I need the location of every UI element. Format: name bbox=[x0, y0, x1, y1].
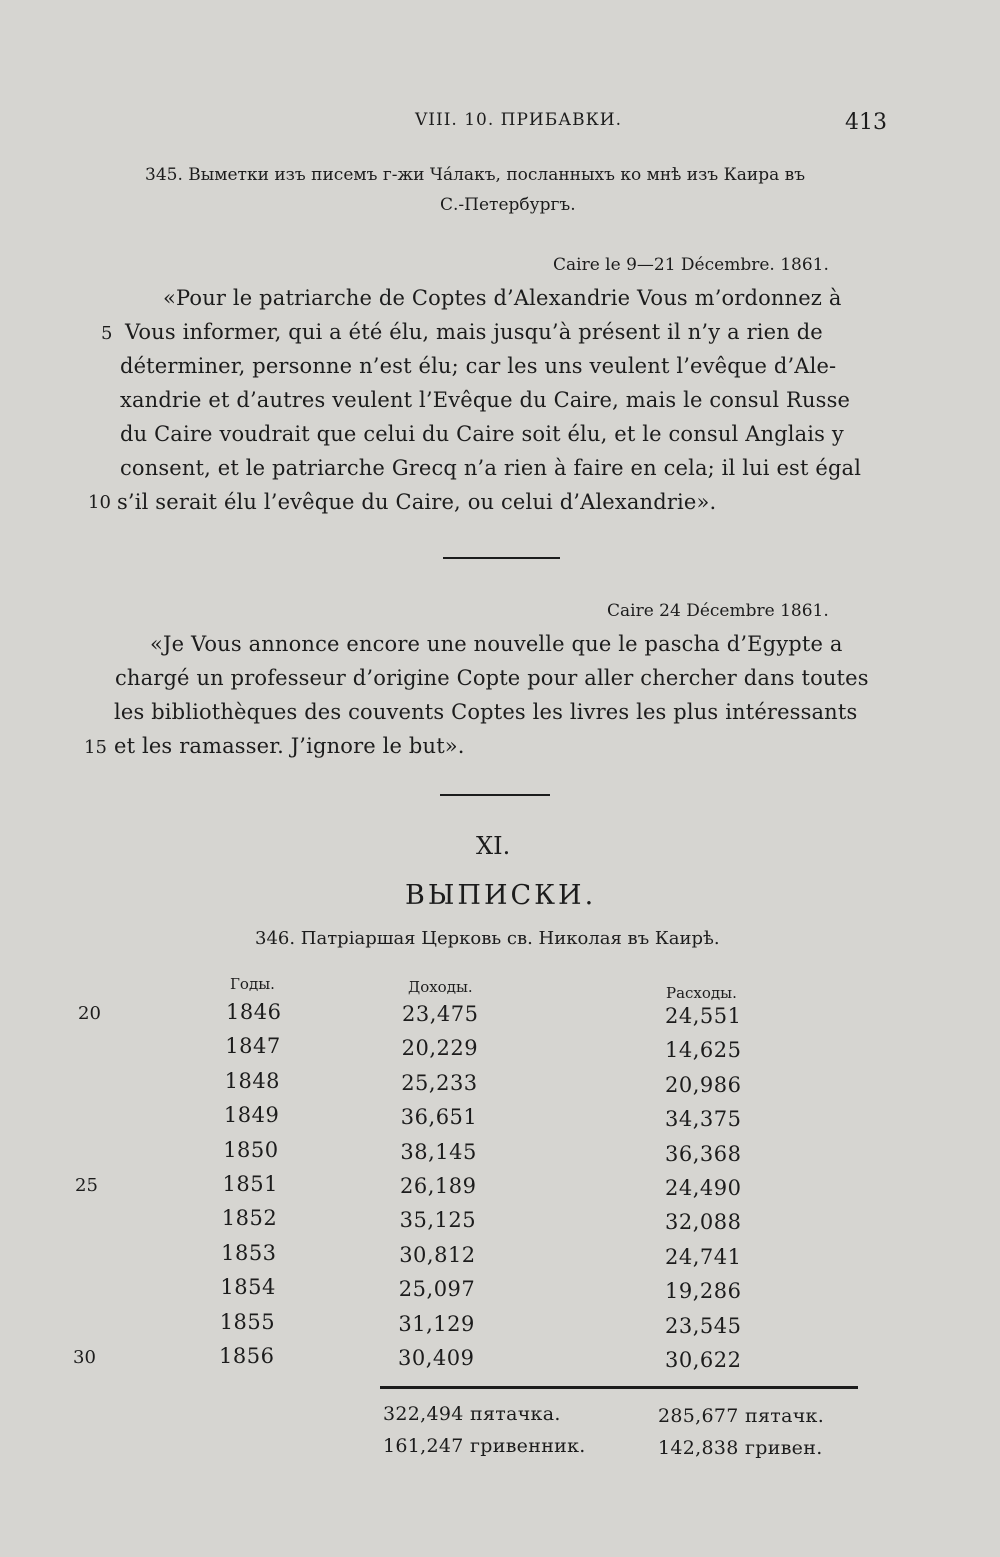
year-cell: 1855 bbox=[219, 1309, 276, 1334]
year-cell: 1849 bbox=[223, 1103, 280, 1128]
expense-cell: 34,375 bbox=[665, 1107, 742, 1132]
year-cell: 1851 bbox=[222, 1172, 278, 1196]
letter1-line: consent, et le patriarche Grecq n’a rien à faire en cela; il lui est égal bbox=[120, 456, 862, 480]
expense-cell: 23,545 bbox=[665, 1313, 742, 1338]
letter2-line: chargé un professeur d’origine Copte pour aller chercher dans toutes bbox=[115, 666, 869, 690]
income-cell: 25,233 bbox=[401, 1070, 478, 1095]
income-cell: 36,651 bbox=[400, 1105, 478, 1130]
section-345-heading-cont: С.-Петербургъ. bbox=[440, 195, 576, 215]
separator-rule bbox=[440, 794, 550, 796]
income-cell: 23,475 bbox=[402, 1002, 479, 1026]
line-number: 10 bbox=[88, 492, 111, 513]
page-number: 413 bbox=[845, 110, 887, 135]
year-cell: 1853 bbox=[221, 1240, 277, 1265]
expense-cell: 24,551 bbox=[665, 1004, 742, 1028]
income-cell: 20,229 bbox=[401, 1036, 479, 1061]
total-income-grivenniki: 161,247 гривенник. bbox=[383, 1435, 586, 1457]
total-expense-pyatachki: 285,677 пятачк. bbox=[658, 1405, 825, 1427]
year-cell: 1847 bbox=[225, 1034, 281, 1059]
letter2-dateline: Caire 24 Décembre 1861. bbox=[607, 601, 829, 621]
line-number: 20 bbox=[78, 1003, 101, 1024]
total-expense-grivenniki: 142,838 гривен. bbox=[658, 1437, 823, 1459]
line-number: 25 bbox=[75, 1175, 98, 1196]
expense-cell: 36,368 bbox=[665, 1141, 742, 1166]
income-cell: 30,409 bbox=[398, 1346, 475, 1370]
letter1-line: s’il serait élu l’evêque du Caire, ou celui d’Alexandrie». bbox=[117, 490, 717, 514]
year-cell: 1848 bbox=[224, 1068, 281, 1093]
income-cell: 25,097 bbox=[398, 1277, 476, 1302]
column-header-expense: Расходы. bbox=[666, 984, 737, 1002]
line-number: 30 bbox=[73, 1347, 96, 1368]
year-cell: 1852 bbox=[221, 1206, 278, 1231]
table-title: 346. Патріаршая Церковь св. Николая въ Каирѣ. bbox=[255, 928, 720, 949]
letter1-line: Vous informer, qui a été élu, mais jusqu’à présent il n’y a rien de bbox=[125, 320, 823, 344]
expense-cell: 30,622 bbox=[665, 1348, 742, 1372]
totals-rule bbox=[380, 1386, 858, 1389]
line-number: 15 bbox=[84, 737, 107, 758]
year-cell: 1850 bbox=[223, 1137, 279, 1162]
column-header-income: Доходы. bbox=[408, 978, 473, 996]
expense-cell: 24,490 bbox=[665, 1176, 742, 1200]
expense-cell: 32,088 bbox=[665, 1210, 742, 1235]
section-number: XI. bbox=[476, 832, 511, 860]
letter1-dateline: Caire le 9—21 Décembre. 1861. bbox=[553, 255, 829, 275]
letter1-line: déterminer, personne n’est élu; car les uns veulent l’evêque d’Ale- bbox=[120, 354, 837, 378]
line-number: 5 bbox=[101, 323, 113, 344]
letter2-line: «Je Vous annonce encore une nouvelle que le pascha d’Egypte a bbox=[150, 632, 843, 656]
column-header-years: Годы. bbox=[230, 975, 275, 993]
year-cell: 1854 bbox=[220, 1275, 276, 1300]
year-cell: 1856 bbox=[219, 1344, 275, 1368]
expense-cell: 19,286 bbox=[665, 1279, 742, 1304]
year-cell: 1846 bbox=[226, 1000, 282, 1024]
income-cell: 26,189 bbox=[400, 1174, 477, 1198]
income-cell: 30,812 bbox=[399, 1242, 476, 1267]
expense-cell: 20,986 bbox=[665, 1072, 742, 1097]
total-income-pyatachki: 322,494 пятачка. bbox=[383, 1403, 561, 1425]
letter2-line: et les ramasser. J’ignore le but». bbox=[114, 734, 465, 758]
letter1-line: «Pour le patriarche de Coptes d’Alexandrie Vous m’ordonnez à bbox=[163, 286, 842, 310]
letter1-line: xandrie et d’autres veulent l’Evêque du Caire, mais le consul Russe bbox=[120, 388, 851, 412]
expense-cell: 14,625 bbox=[665, 1038, 742, 1063]
section-title: ВЫПИСКИ. bbox=[405, 880, 597, 911]
section-345-heading: 345. Выметки изъ писемъ г-жи Чáлакъ, посланныхъ ко мнѣ изъ Каира въ bbox=[145, 165, 806, 185]
letter1-line: du Caire voudrait que celui du Caire soit élu, et le consul Anglais y bbox=[120, 422, 844, 446]
letter2-line: les bibliothèques des couvents Coptes les livres les plus intéressants bbox=[114, 700, 858, 724]
expense-cell: 24,741 bbox=[665, 1244, 742, 1269]
income-cell: 35,125 bbox=[399, 1208, 477, 1233]
income-cell: 38,145 bbox=[400, 1139, 477, 1164]
income-cell: 31,129 bbox=[398, 1311, 475, 1336]
running-head: VIII. 10. ПРИБАВКИ. bbox=[415, 110, 623, 130]
separator-rule bbox=[443, 557, 560, 559]
